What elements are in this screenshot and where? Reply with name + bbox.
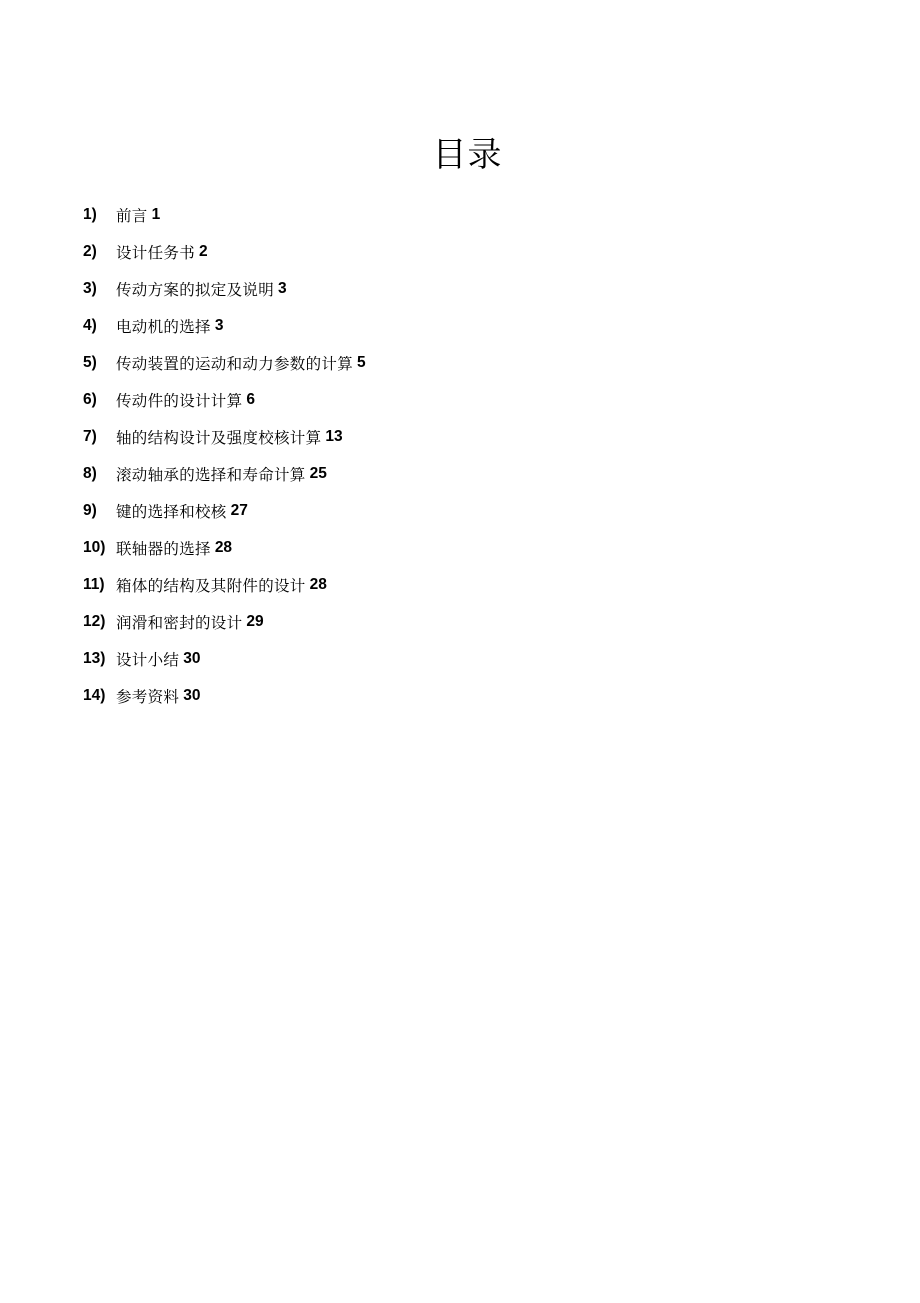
toc-entry-number: 13) bbox=[83, 649, 106, 667]
toc-entry-number: 9) bbox=[83, 501, 97, 519]
toc-entry-page: 30 bbox=[183, 686, 201, 704]
toc-entry bbox=[83, 233, 366, 270]
toc-title: 目录 bbox=[432, 135, 503, 175]
toc-entry bbox=[83, 455, 366, 492]
toc-entry-text: 润滑和密封的设计 bbox=[116, 613, 243, 632]
toc-entry-text: 滚动轴承的选择和寿命计算 bbox=[116, 465, 306, 484]
toc-entry-text: 参考资料 bbox=[116, 687, 180, 706]
toc-entry bbox=[83, 603, 366, 640]
toc-entry bbox=[83, 196, 366, 233]
toc-entry-page: 2 bbox=[199, 242, 208, 260]
toc-entry-number: 8) bbox=[83, 464, 97, 482]
toc-entry-text: 设计小结 bbox=[116, 650, 180, 669]
toc-entry-page: 28 bbox=[214, 538, 233, 556]
toc-entry-page: 1 bbox=[151, 205, 161, 223]
toc-entry-page: 3 bbox=[278, 279, 287, 297]
toc-entry-text: 箱体的结构及其附件的设计 bbox=[116, 576, 306, 595]
toc-entry bbox=[83, 418, 366, 455]
toc-entry-number: 11) bbox=[83, 575, 105, 593]
toc-list bbox=[83, 196, 366, 714]
toc-entry-number: 7) bbox=[83, 427, 97, 445]
toc-entry-page: 6 bbox=[246, 390, 256, 408]
toc-entry-text: 键的选择和校核 bbox=[116, 502, 227, 521]
toc-entry-page: 25 bbox=[309, 464, 327, 482]
toc-entry bbox=[83, 344, 366, 381]
toc-entry-text: 轴的结构设计及强度校核计算 bbox=[116, 428, 322, 447]
toc-entry-text: 设计任务书 bbox=[116, 243, 196, 262]
toc-entry bbox=[83, 566, 366, 603]
toc-entry bbox=[83, 492, 366, 529]
toc-entry-page: 3 bbox=[214, 316, 224, 334]
toc-entry-page: 29 bbox=[246, 612, 264, 630]
toc-entry-text: 传动装置的运动和动力参数的计算 bbox=[116, 354, 354, 373]
toc-entry-number: 1) bbox=[83, 205, 97, 223]
toc-entry-text: 传动件的设计计算 bbox=[116, 391, 243, 410]
toc-entry-text: 电动机的选择 bbox=[116, 317, 211, 336]
toc-entry-number: 4) bbox=[83, 316, 97, 334]
toc-entry-number: 5) bbox=[83, 353, 97, 371]
toc-entry-number: 2) bbox=[83, 242, 97, 260]
toc-entry bbox=[83, 270, 366, 307]
toc-entry-number: 6) bbox=[83, 390, 97, 408]
toc-entry bbox=[83, 529, 366, 566]
toc-entry-page: 28 bbox=[309, 575, 327, 593]
toc-entry-page: 30 bbox=[183, 649, 201, 667]
toc-entry bbox=[83, 677, 366, 714]
toc-entry-text: 传动方案的拟定及说明 bbox=[116, 280, 275, 299]
toc-entry-page: 5 bbox=[357, 353, 366, 371]
toc-entry-page: 27 bbox=[230, 501, 248, 519]
toc-entry bbox=[83, 307, 366, 344]
toc-entry-number: 12) bbox=[83, 612, 106, 630]
toc-entry-text: 前言 bbox=[116, 206, 148, 225]
toc-entry bbox=[83, 381, 366, 418]
toc-entry bbox=[83, 640, 366, 677]
toc-entry-page: 13 bbox=[325, 427, 343, 445]
toc-entry-number: 14) bbox=[83, 686, 106, 704]
toc-entry-number: 10) bbox=[83, 538, 106, 556]
toc-entry-text: 联轴器的选择 bbox=[116, 539, 211, 558]
toc-entry-number: 3) bbox=[83, 279, 97, 297]
